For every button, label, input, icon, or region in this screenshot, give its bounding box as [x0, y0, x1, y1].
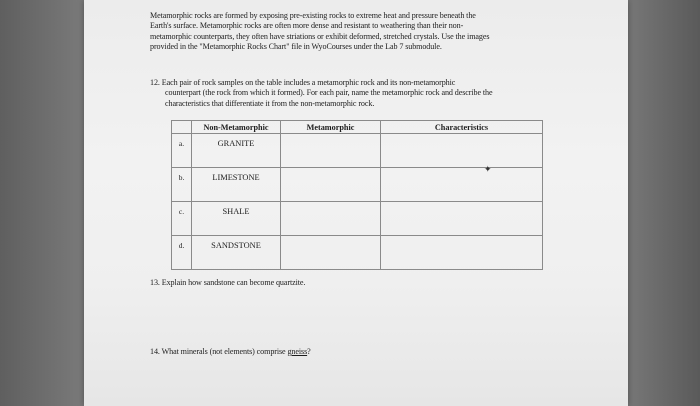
row-letter: c. [172, 202, 192, 236]
question-13 [150, 278, 578, 288]
non-metamorphic-rock: SHALE [192, 202, 281, 236]
question-12-line-1: 12. Each pair of rock samples on the table includes a metamorphic rock and its non-metamorphic [150, 78, 456, 87]
question-13-text: 13. Explain how sandstone can become quartzite. [150, 278, 306, 287]
worksheet-page [84, 0, 628, 406]
non-metamorphic-rock: LIMESTONE [192, 168, 281, 202]
question-14-mark: ? [307, 347, 311, 356]
table-row [172, 202, 543, 236]
intro-line-1: Metamorphic rocks are formed by exposing pre-existing rocks to extreme heat and pressure beneath the [150, 11, 476, 20]
table-row [172, 236, 543, 270]
row-letter: a. [172, 134, 192, 168]
mouse-cursor-icon: ✦ [484, 165, 492, 175]
header-characteristics: Characteristics [381, 121, 543, 134]
non-metamorphic-rock: GRANITE [192, 134, 281, 168]
question-12 [150, 78, 578, 109]
metamorphic-answer-cell[interactable] [281, 236, 381, 270]
metamorphic-answer-cell[interactable] [281, 134, 381, 168]
header-blank [172, 121, 192, 134]
row-letter: b. [172, 168, 192, 202]
intro-paragraph [150, 11, 578, 53]
question-14-text: 14. What minerals (not elements) comprise [150, 347, 288, 356]
characteristics-answer-cell[interactable] [381, 236, 543, 270]
rock-pairs-table [171, 120, 543, 270]
table-header-row [172, 121, 543, 134]
characteristics-answer-cell[interactable] [381, 168, 543, 202]
metamorphic-answer-cell[interactable] [281, 202, 381, 236]
metamorphic-answer-cell[interactable] [281, 168, 381, 202]
header-non-metamorphic: Non-Metamorphic [192, 121, 281, 134]
characteristics-answer-cell[interactable] [381, 134, 543, 168]
row-letter: d. [172, 236, 192, 270]
intro-line-4: provided in the "Metamorphic Rocks Chart" file in WyoCourses under the Lab 7 submodule. [150, 42, 442, 52]
gneiss-underlined: gneiss [287, 347, 308, 356]
non-metamorphic-rock: SANDSTONE [192, 236, 281, 270]
question-12-line-2: counterpart (the rock from which it formed). For each pair, name the metamorphic rock and describe the [165, 88, 493, 98]
intro-line-2: Earth's surface. Metamorphic rocks are often more dense and resistant to weathering than their non- [150, 21, 464, 31]
characteristics-answer-cell[interactable] [381, 202, 543, 236]
question-12-line-3: characteristics that differentiate it from the non-metamorphic rock. [165, 98, 375, 108]
question-14 [150, 347, 578, 357]
intro-line-3: metamorphic counterparts, they often have striations or exhibit deformed, stretched crystals. Use the images [150, 31, 490, 41]
table-row [172, 134, 543, 168]
header-metamorphic: Metamorphic [281, 121, 381, 134]
